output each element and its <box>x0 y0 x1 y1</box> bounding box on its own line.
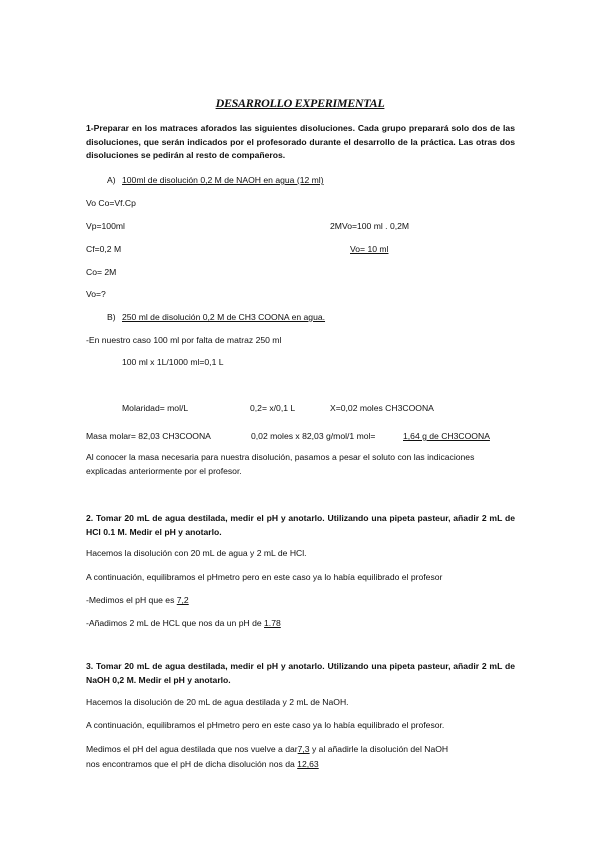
text-fragment: -Medimos el pH que es <box>86 595 175 605</box>
text-line: A continuación, equilibramos el pHmetro pero en este caso ya lo había equilibrado el profesor <box>86 572 443 582</box>
text-fragment: nos encontramos que el pH de dicha disolución nos da <box>86 759 295 769</box>
equation-line: Cf=0,2 M <box>86 244 122 254</box>
text-line: 100 ml x 1L/1000 ml=0,1 L <box>122 357 224 367</box>
equation-line: 2MVo=100 ml . 0,2M <box>330 221 410 231</box>
text-line <box>86 759 319 770</box>
item-a-text: 100ml de disolución 0,2 M de NAOH en agua (12 ml) <box>122 175 324 185</box>
item-b-text: 250 ml de disolución 0,2 M de CH3 COONA en agua. <box>122 312 326 322</box>
equation-line: Vo Co=Vf.Cp <box>86 198 136 208</box>
calc-mass-result: 1,64 g de CH3COONA <box>403 431 490 441</box>
page-title: DESARROLLO EXPERIMENTAL <box>215 96 385 110</box>
equation-line: Vp=100ml <box>86 221 125 231</box>
equation-result: Vo= 10 ml <box>350 244 389 254</box>
ph-value: 1.78 <box>264 618 281 628</box>
calc-molar-mass: Masa molar= 82,03 CH3COONA <box>86 431 211 441</box>
text-paragraph: Al conocer la masa necesaria para nuestra disolución, pasamos a pesar el soluto con las indicaciones explicadas anteriormente por el profesor. <box>86 452 475 476</box>
ph-value: 7,3 <box>297 744 310 754</box>
text-line: -En nuestro caso 100 ml por falta de matraz 250 ml <box>86 335 282 345</box>
text-line: A continuación, equilibramos el pHmetro pero en este caso ya lo había equilibrado el profesor. <box>86 720 445 730</box>
text-fragment: y al añadirle la disolución del NaOH <box>311 744 449 754</box>
text-line <box>86 744 448 755</box>
calc-moles: 0,2= x/0,1 L <box>250 403 296 413</box>
section-2-heading: 2. Tomar 20 mL de agua destilada, medir el pH y anotarlo. Utilizando una pipeta pasteur, añadir 2 mL de HCl 0.1 M. Medir el pH y anotarlo. <box>86 513 515 537</box>
item-a-label: A) <box>107 175 116 185</box>
text-fragment: -Añadimos 2 mL de HCL que nos da un pH de <box>86 618 262 628</box>
item-b-label: B) <box>107 312 116 322</box>
calc-mass: 0,02 moles x 82,03 g/mol/1 mol= <box>251 431 376 441</box>
equation-line: Vo=? <box>86 289 106 299</box>
text-fragment: Medimos el pH del agua destilada que nos vuelve a dar <box>86 744 298 754</box>
text-line: Hacemos la disolución de 20 mL de agua destilada y 2 mL de NaOH. <box>86 697 349 707</box>
calc-moles-result: X=0,02 moles CH3COONA <box>330 403 434 413</box>
text-line: Hacemos la disolución con 20 mL de agua y 2 mL de HCl. <box>86 548 307 558</box>
text-line <box>86 618 281 629</box>
section-1-intro: 1-Preparar en los matraces aforados las siguientes disoluciones. Cada grupo preparará solo dos de las disoluciones, que serán indicados por el profesorado durante el desarrollo de la práctica. Las otras dos disoluciones se pedirán al resto de compañeros. <box>86 123 515 160</box>
text-line <box>86 595 189 606</box>
equation-line: Co= 2M <box>86 267 117 277</box>
section-3-heading: 3. Tomar 20 mL de agua destilada, medir el pH y anotarlo. Utilizando una pipeta pasteur, añadir 2 mL de NaOH 0,2 M. Medir el pH y anotarlo. <box>86 661 515 685</box>
ph-value: 7,2 <box>176 595 189 605</box>
calc-molarity: Molaridad= mol/L <box>122 403 189 413</box>
ph-value: 12,63 <box>297 759 319 769</box>
